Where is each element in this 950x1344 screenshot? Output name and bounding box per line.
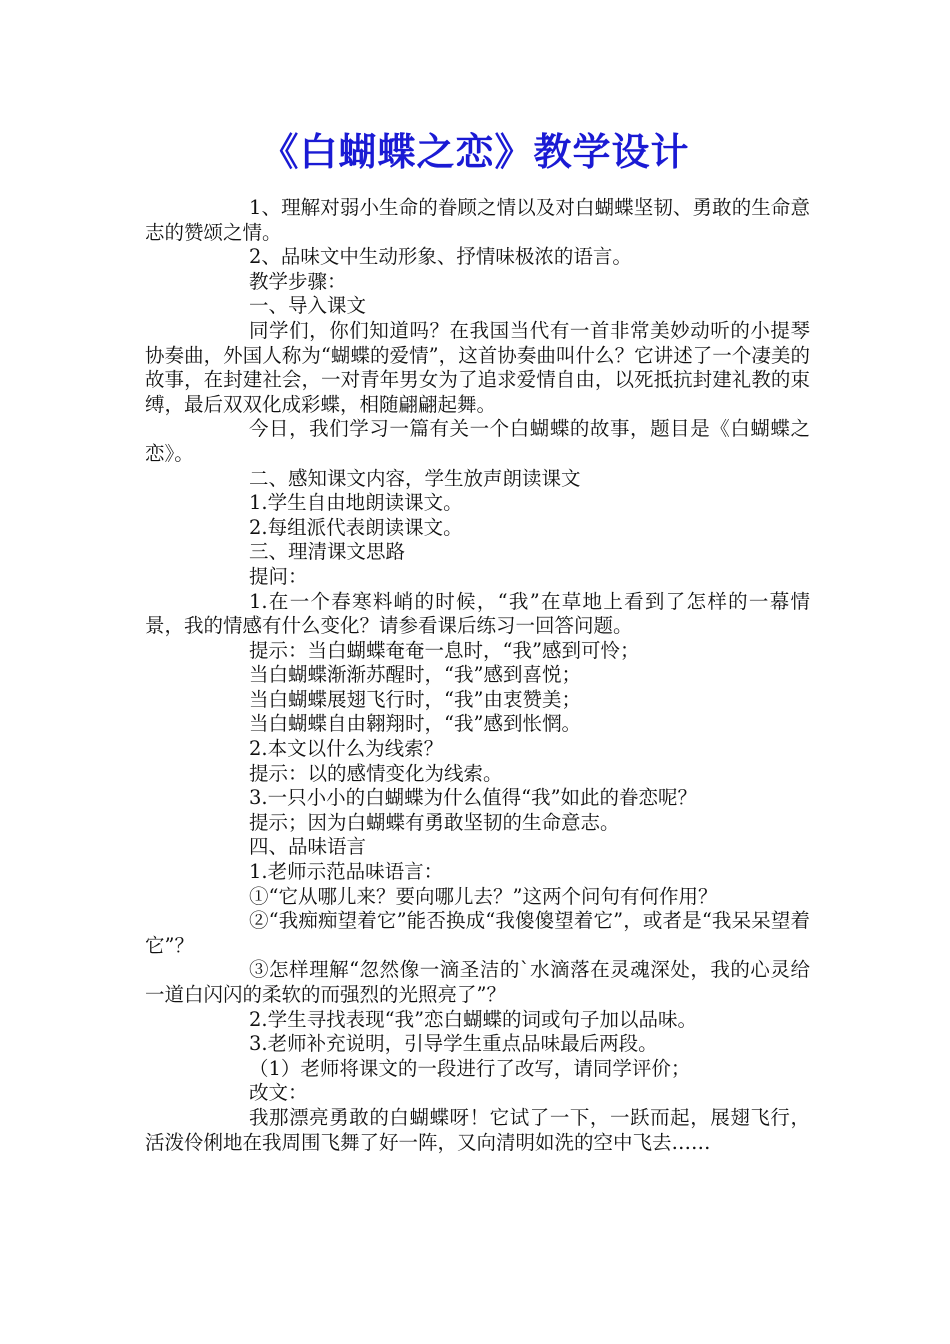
hint-1-line-2: 当白蝴蝶渐渐苏醒时，“我”感到喜悦；	[249, 663, 581, 687]
document-body	[145, 196, 810, 1155]
rewrite-text: 我那漂亮勇敢的白蝴蝶呀！它试了一下，一跃而起，展翅飞行，活泼伶俐地在我周围飞舞了好一阵，又向清明如洗的空中飞去……	[145, 1105, 810, 1154]
intro-paragraph: 同学们，你们知道吗？在我国当代有一首非常美妙动听的小提琴协奏曲，外国人称为“蝴蝶的爱情”，这首协奏曲叫什么？它讲述了一个凄美的故事，在封建社会，一对青年男女为了追求爱情自由，以死抵抗封建礼教的束缚，最后双双化成彩蝶，相随翩翩起舞。	[145, 318, 810, 416]
section-heading-4: 四、品味语言	[249, 835, 367, 859]
hint-1: 提示：当白蝴蝶奄奄一息时，“我”感到可怜；	[249, 638, 640, 662]
rewrite-label: 改文：	[249, 1081, 308, 1105]
step-read-1: 1.学生自由地朗读课文。	[249, 491, 463, 515]
document-title: 《白蝴蝶之恋》教学设计	[260, 129, 690, 174]
objective-2: 2、品味文中生动形象、抒情味极浓的语言。	[249, 245, 632, 269]
question-label: 提问：	[249, 564, 308, 588]
language-item-2: ②“我痴痴望着它”能否换成“我傻傻望着它”，或者是“我呆呆望着它”？	[145, 909, 810, 957]
hint-3: 提示；因为白蝴蝶有勇敢坚韧的生命意志。	[249, 810, 620, 834]
question-3: 3.一只小小的白蝴蝶为什么值得“我”如此的眷恋呢？	[249, 786, 698, 810]
section-heading-1: 一、导入课文	[249, 294, 367, 318]
hint-1-line-4: 当白蝴蝶自由翱翔时，“我”感到怅惘。	[249, 712, 581, 736]
today-paragraph: 今日，我们学习一篇有关一个白蝴蝶的故事，题目是《白蝴蝶之恋》。	[145, 417, 810, 465]
hint-1-line-3: 当白蝴蝶展翅飞行时，“我”由衷赞美；	[249, 687, 581, 711]
language-step-2: 2.学生寻找表现“我”恋白蝴蝶的词或句子加以品味。	[249, 1007, 698, 1031]
section-heading-2: 二、感知课文内容，学生放声朗读课文	[249, 466, 581, 490]
language-item-1: ①“它从哪儿来？要向哪儿去？”这两个问句有何作用？	[249, 884, 718, 908]
rewrite-instruction: （1）老师将课文的一段进行了改写，请同学评价；	[249, 1056, 691, 1080]
language-step-3: 3.老师补充说明，引导学生重点品味最后两段。	[249, 1032, 658, 1056]
language-step-1: 1.老师示范品味语言：	[249, 860, 444, 884]
question-1: 1.在一个春寒料峭的时候，“我”在草地上看到了怎样的一幕情景，我的情感有什么变化？请参看课后练习一回答问题。	[145, 589, 810, 638]
question-2: 2.本文以什么为线索？	[249, 737, 444, 761]
language-item-3: ③怎样理解“忽然像一滴圣洁的`水滴落在灵魂深处，我的心灵给一道白闪闪的柔软的而强烈的光照亮了”？	[145, 958, 810, 1006]
steps-heading: 教学步骤：	[249, 269, 347, 293]
section-heading-3: 三、理清课文思路	[249, 540, 406, 564]
objective-1: 1、理解对弱小生命的眷顾之情以及对白蝴蝶坚韧、勇敢的生命意志的赞颂之情。	[145, 196, 810, 244]
step-read-2: 2.每组派代表朗读课文。	[249, 515, 463, 539]
hint-2: 提示：以的感情变化为线索。	[249, 761, 503, 785]
